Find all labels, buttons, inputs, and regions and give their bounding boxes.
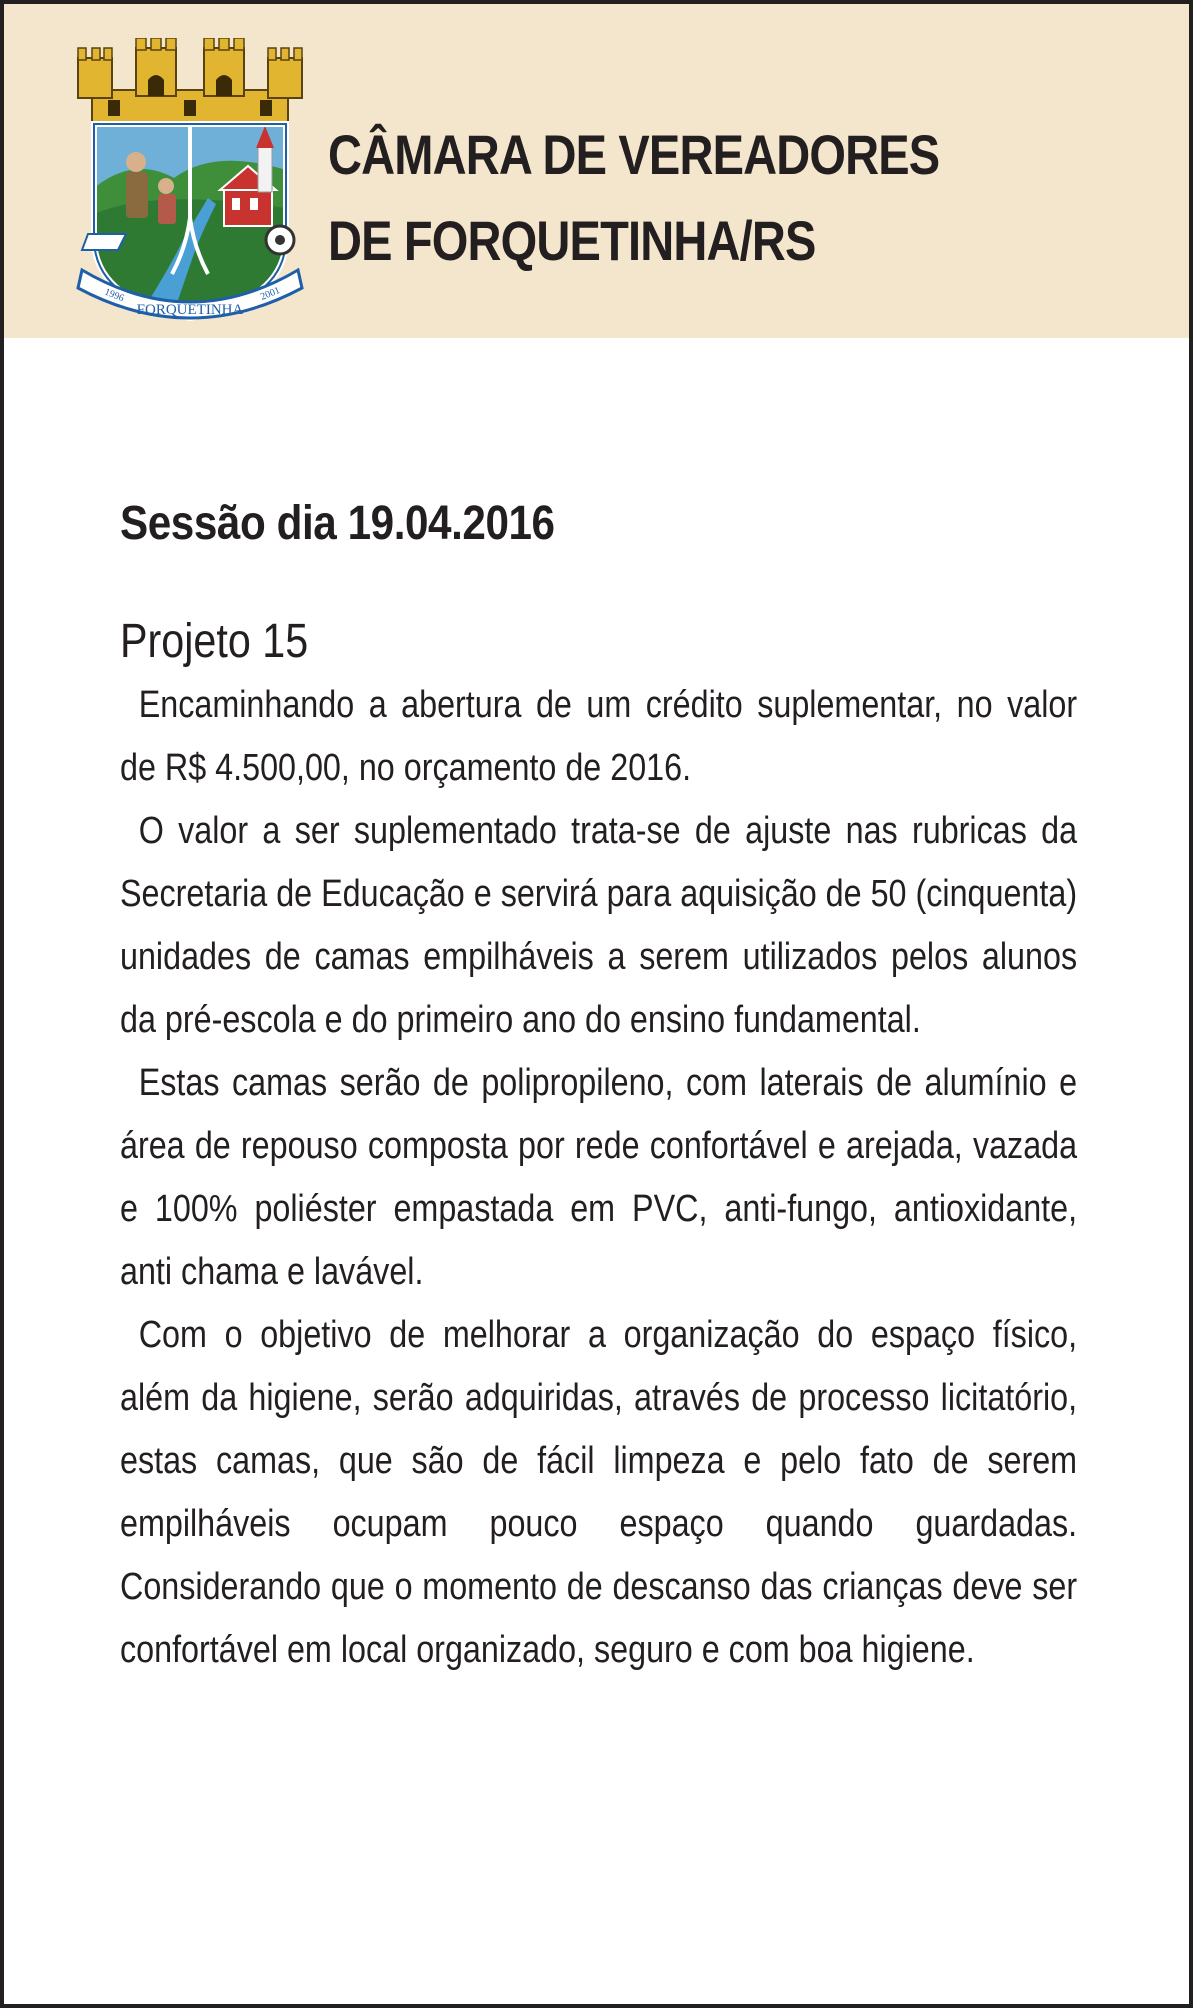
crest-year-right: 2001: [259, 285, 282, 303]
organization-title: [328, 112, 1017, 284]
municipal-coat-of-arms: [74, 38, 306, 324]
project-title: Projeto 15: [120, 615, 309, 668]
session-title: Sessão dia 19.04.2016: [120, 497, 555, 550]
organization-title-line-1: CÂMARA DE VEREADORES: [328, 123, 940, 186]
paragraph: Com o objetivo de melhorar a organização do espaço físico, além da higiene, serão adquiridas, através de processo licitatório, estas camas, que são de fácil limpeza e pelo fato de serem empilháveis ocupam pouco espaço quando guardadas. Considerando que o momento de descanso das crianças deve ser confortável em local organizado, seguro e com boa higiene.: [120, 1314, 1078, 1671]
header-banner: [4, 4, 1189, 338]
paragraph: O valor a ser suplementado trata-se de ajuste nas rubricas da Secretaria de Educação e servirá para aquisição de 50 (cinquenta) unidades de camas empilháveis a serem utilizados pelos alunos da pré-escola e do primeiro ano do ensino fundamental.: [120, 810, 1078, 1041]
document-body: [120, 494, 1080, 1682]
mural-crown-icon: [78, 38, 302, 124]
crest-year-left: 1996: [102, 286, 126, 305]
paragraph: Estas camas serão de polipropileno, com laterais de alumínio e área de repouso composta por rede confortável e arejada, vazada e 100% poliéster empastada em PVC, anti-fungo, antioxidante, anti chama e lavável.: [120, 1062, 1078, 1293]
crest-banner-text: FORQUETINHA: [136, 302, 244, 318]
paragraph: Encaminhando a abertura de um crédito suplementar, no valor de R$ 4.500,00, no orçamento de 2016.: [120, 684, 1078, 789]
project-description: [120, 674, 1077, 1682]
organization-title-line-2: DE FORQUETINHA/RS: [328, 209, 816, 272]
